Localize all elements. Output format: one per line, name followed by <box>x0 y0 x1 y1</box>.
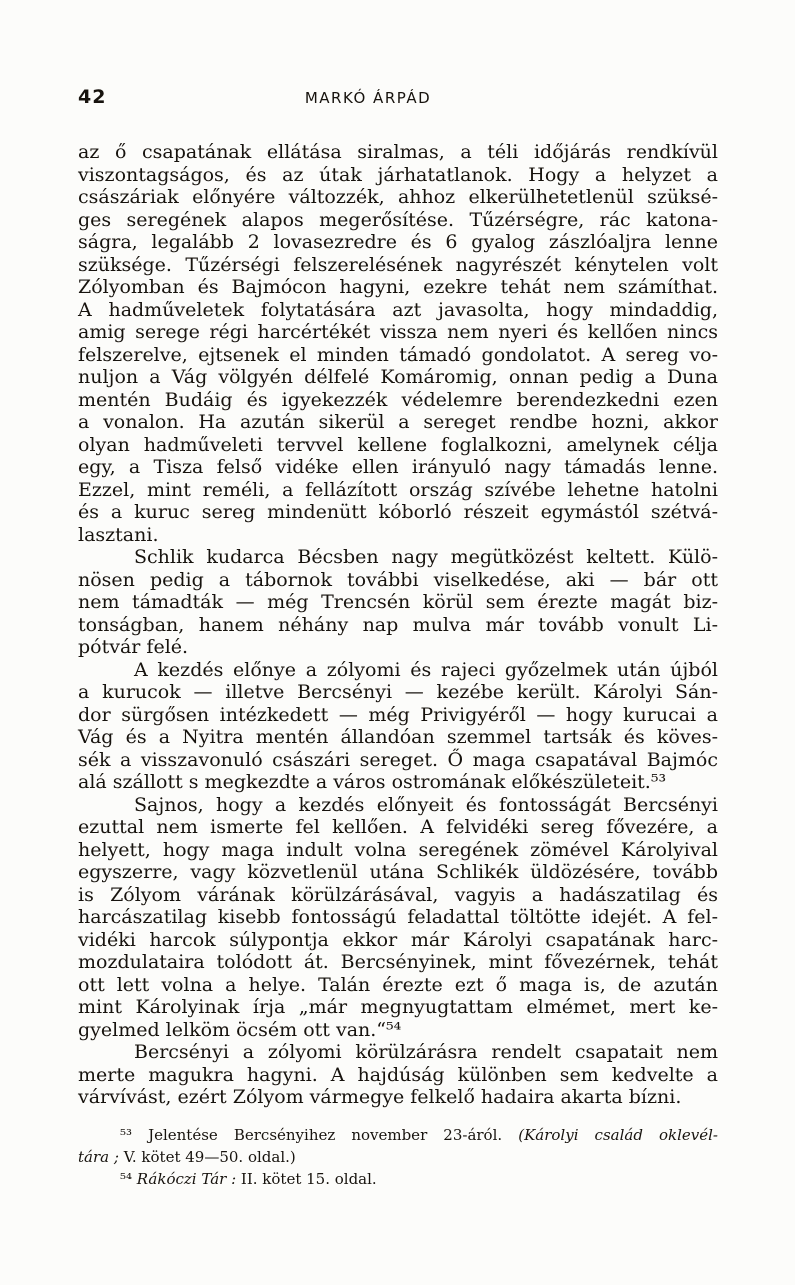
text-line: olyan hadműveleti tervvel kellene foglalkozni, amelynek célja <box>78 433 718 456</box>
text-line: mint Károlyinak írja „már megnyugtattam elmémet, mert ke- <box>78 996 718 1018</box>
text-line: nuljon a Vág völgyén délfelé Komáromig, onnan pedig a Duna <box>78 366 718 388</box>
text-line: az ő csapatának ellátása siralmas, a téli időjárás rendkívül <box>78 141 718 163</box>
text-line: viszontagságos, és az útak járhatatlanok. Hogy a helyzet a <box>78 163 718 186</box>
text-line: Schlik kudarca Bécsben nagy megütközést keltett. Külö- <box>134 546 718 568</box>
text-line: ezuttal nem ismerte fel kellően. A felvidéki sereg fővezére, a <box>78 816 718 838</box>
footnotes <box>78 1124 718 1190</box>
text-line: a kurucok — illetve Bercsényi — kezébe került. Károlyi Sán- <box>78 681 718 703</box>
text-line: felszerelve, ejtsenek el minden támadó gondolatot. A sereg vo- <box>78 343 718 366</box>
text-line: a vonalon. Ha azután sikerül a sereget rendbe hozni, akkor <box>78 411 718 433</box>
text-line: ges seregének alapos megerősítése. Tűzérségre, rác katona- <box>78 208 718 231</box>
page-number: 42 <box>78 86 107 108</box>
text-line: egyszerre, vagy közvetlenül utána Schlikék üldözésére, tovább <box>78 861 718 883</box>
text-line: császáriak előnyére változzék, ahhoz elkerülhetetlenül szüksé- <box>78 186 718 208</box>
text-line: Sajnos, hogy a kezdés előnyeit és fontosságát Bercsényi <box>134 793 718 816</box>
text-line: és a kuruc sereg mindenütt kóborló részeit egymástól szétvá- <box>78 501 718 523</box>
text-line: Ezzel, mint reméli, a fellázított ország szívébe lehetne hatolni <box>78 478 718 501</box>
text-line: mentén Budáig és igyekezzék védelemre berendezkedni ezen <box>78 388 718 411</box>
text-line: várvívást, ezért Zólyom vármegye felkelő hadaira akarta bízni. <box>78 1086 682 1108</box>
footnote-text: ⁵³ Jelentése Bercsényihez november 23-áról. <box>120 1126 519 1144</box>
footnote-line <box>78 1146 718 1168</box>
text-line: harcászatilag kisebb fontosságú feladattal töltötte idejét. A fel- <box>78 906 718 928</box>
text-line: nösen pedig a tábornok további viselkedése, aki — bár ott <box>78 568 718 591</box>
text-line: Bercsényi a zólyomi körülzárásra rendelt csapatait nem <box>134 1041 718 1063</box>
footnote-italic-text: tára ; <box>78 1148 124 1166</box>
text-line: A hadműveletek folytatására azt javasolta, hogy mindaddig, <box>78 298 718 321</box>
footnote-italic-text: (Károlyi család oklevél- <box>518 1126 718 1144</box>
footnote-italic-text: Rákóczi Tár : <box>136 1170 241 1188</box>
running-title: MARKÓ ÁRPÁD <box>304 89 432 107</box>
text-line: alá szállott s megkezdte a város ostromának előkészületeit.⁵³ <box>78 771 667 793</box>
text-line: vidéki harcok súlypontja ekkor már Károlyi csapatának harc- <box>78 928 718 951</box>
text-line: tonságban, hanem néhány nap mulva már tovább vonult Li- <box>78 613 718 636</box>
footnote-text: V. kötet 49—50. oldal.) <box>123 1148 296 1166</box>
text-line: dor sürgősen intézkedett — még Privigyéről — hogy kurucai a <box>78 703 718 726</box>
text-line: Vág és a Nyitra mentén állandóan szemmel tartsák és köves- <box>78 726 718 748</box>
text-line: A kezdés előnye a zólyomi és rajeci győzelmek után újból <box>134 658 718 681</box>
text-line: nem támadták — még Trencsén körül sem érezte magát biz- <box>78 591 718 613</box>
text-line: mozdulataira tolódott át. Bercsényinek, mint fővezérnek, tehát <box>78 951 718 973</box>
footnote-text: ⁵⁴ <box>120 1170 137 1188</box>
text-line: sék a visszavonuló császári sereget. Ő maga csapatával Bajmóc <box>78 748 718 771</box>
text-line: Zólyomban és Bajmócon hagyni, ezekre tehát nem számíthat. <box>78 276 718 298</box>
footnote-text: II. kötet 15. oldal. <box>240 1170 377 1188</box>
text-line: is Zólyom várának körülzárásával, vagyis a hadászatilag és <box>78 883 718 906</box>
text-line: gyelmed lelköm öcsém ott van.“⁵⁴ <box>78 1018 402 1041</box>
footnote-line <box>78 1168 718 1190</box>
text-line: merte magukra hagyni. A hajdúság különben sem kedvelte a <box>78 1063 718 1086</box>
body-text <box>78 141 718 1109</box>
text-line: ott lett volna a helye. Talán érezte ezt ő maga is, de azután <box>78 973 718 996</box>
footnote-line <box>78 1124 718 1146</box>
running-head <box>78 86 718 108</box>
text-line: ságra, legalább 2 lovasezredre és 6 gyalog zászlóaljra lenne <box>78 231 718 253</box>
text-line: lasztani. <box>78 523 159 546</box>
text-line: szüksége. Tűzérségi felszerelésének nagyrészét kénytelen volt <box>78 253 718 276</box>
text-line: amig serege régi harcértékét vissza nem nyeri és kellően nincs <box>78 321 718 343</box>
text-line: pótvár felé. <box>78 636 189 658</box>
text-line: egy, a Tisza felső vidéke ellen irányuló nagy támadás lenne. <box>78 456 718 478</box>
text-line: helyett, hogy maga indult volna seregének zömével Károlyival <box>78 838 718 861</box>
